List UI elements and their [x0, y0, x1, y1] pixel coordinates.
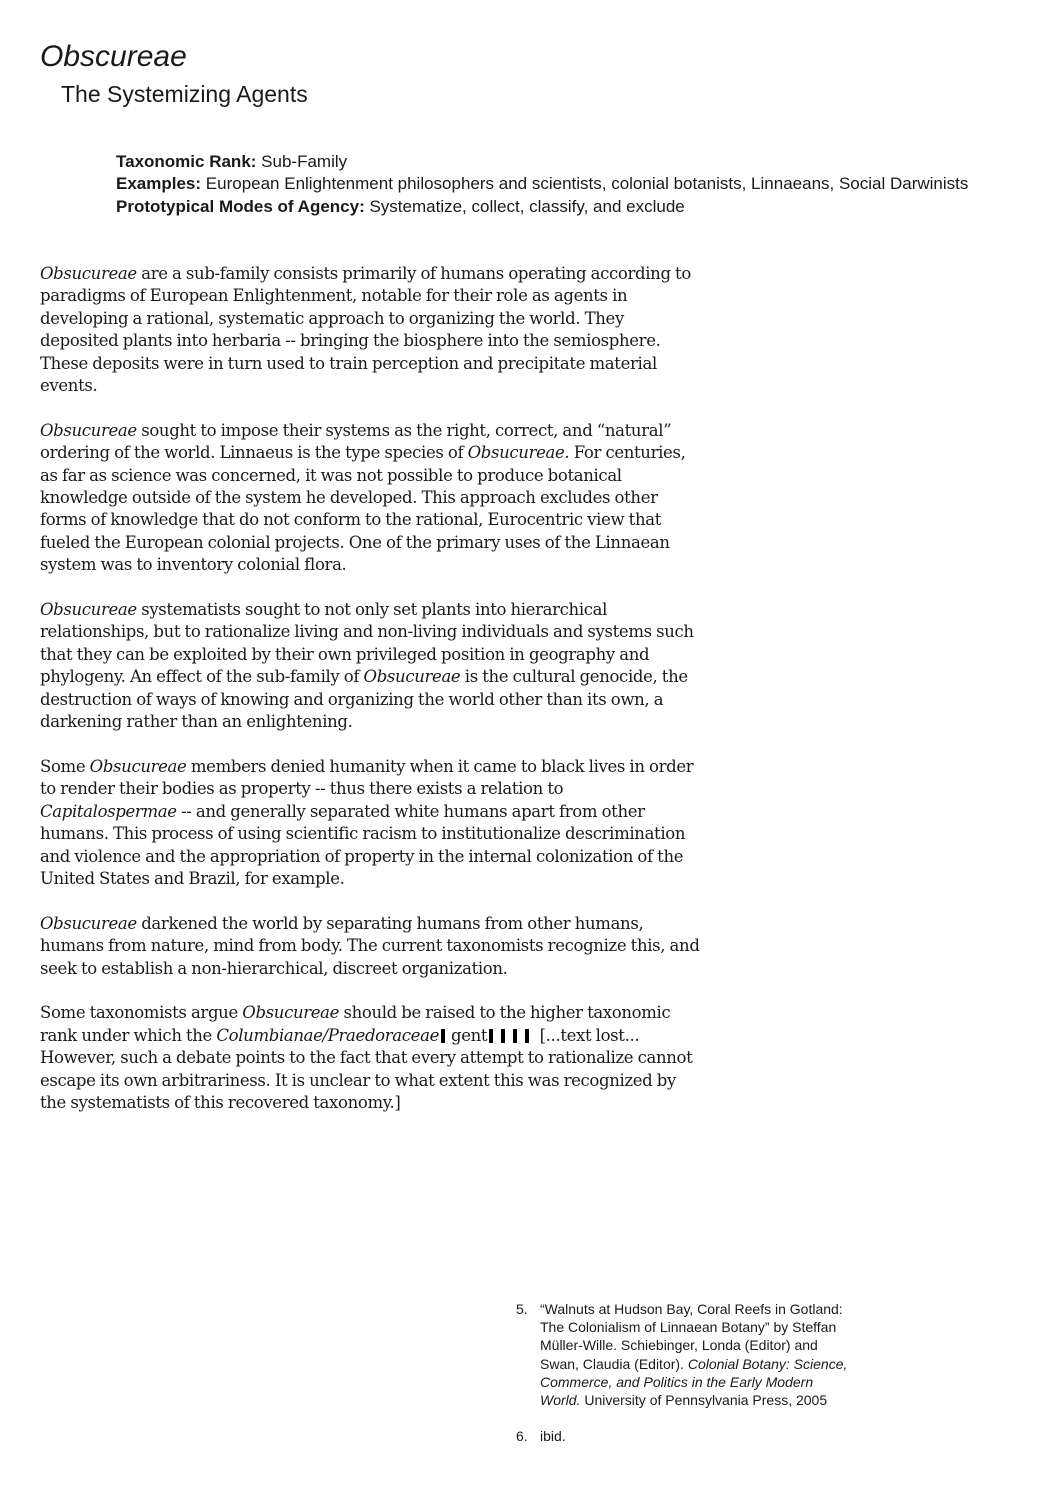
rank-label: Taxonomic Rank:	[116, 152, 257, 171]
paragraph-text: For centuries, as far as science was concerned, it was not possible to produce botanical knowledge outside of the system he developed. This approach excludes other forms of knowledge that do not conform to the rational, Eurocentric view that fueled the European colonial projects. One of the primary uses of the Linnaean system was to inventory colonial flora.	[40, 443, 686, 575]
footnote-5	[516, 1300, 856, 1409]
paragraph-text: [...text lost... However, such a debate points to the fact that every attempt to rationalize cannot escape its own arbitrariness. It is unclear to what extent this was recognized by the systematists of this recovered taxonomy.]	[40, 1025, 693, 1112]
taxon-term: Obsucureae	[242, 1003, 340, 1023]
paragraph-text: sought to impose their systems as the right, correct, and “natural” ordering of the world. Linnaeus is the type species of	[40, 420, 672, 463]
paragraph-5	[40, 913, 700, 980]
redaction-mark	[489, 1029, 493, 1043]
examples-value: European Enlightenment philosophers and scientists, colonial botanists, Linnaeans, Social Darwinists	[205, 174, 969, 194]
page-subtitle: The Systemizing Agents	[61, 81, 308, 107]
taxon-term: Obsucureae	[40, 600, 137, 620]
paragraph-text: members denied humanity when it came to black lives in order to render their bodies as property -- thus there exists a relation to	[40, 756, 694, 799]
modes-row	[116, 196, 976, 218]
footnotes	[516, 1300, 856, 1463]
footnote-6	[516, 1427, 856, 1445]
footnote-citation: “Walnuts at Hudson Bay, Coral Reefs in Gotland: The Colonialism of Linnaean Botany” by Steffan Müller-Wille. Schiebinger, Londa (Editor) and Swan, Claudia (Editor).	[540, 1301, 843, 1372]
paragraph-text: gent	[450, 1025, 488, 1045]
paragraph-3	[40, 599, 700, 733]
paragraph-text: systematists sought to not only set plants into hierarchical relationships, but to rationalize living and non-living individuals and systems such that they can be exploited by their own privileged position in geography and phylogeny. An effect of the sub-family of	[40, 600, 694, 687]
paragraph-text: are a sub-family consists primarily of humans operating according to paradigms of European Enlightenment, notable for their role as agents in developing a rational, systematic approach to organizing the world. They deposited plants into herbaria -- bringing the biosphere into the semiosphere. These deposits were in turn used to train perception and precipitate material events.	[40, 264, 691, 396]
paragraph-1	[40, 263, 700, 397]
taxon-term: Capitalospermae	[40, 801, 177, 821]
redaction-mark	[513, 1029, 517, 1043]
paragraph-text: is the cultural genocide, the destruction of ways of knowing and organizing the world other than its own, a darkening rather than an enlightening.	[40, 667, 688, 732]
modes-value: Systematize, collect, classify, and exclude	[369, 196, 685, 216]
redaction-mark	[441, 1029, 445, 1043]
footnote-text: ibid.	[540, 1428, 566, 1445]
paragraph-2	[40, 420, 700, 577]
body-text	[40, 263, 700, 1137]
paragraph-text: Some	[40, 756, 86, 776]
redaction-mark	[525, 1029, 529, 1043]
rank-value: Sub-Family	[261, 152, 348, 171]
taxon-term: Obsucureae	[89, 756, 187, 776]
modes-label: Prototypical Modes of Agency:	[116, 196, 365, 216]
paragraph-6	[40, 1002, 700, 1114]
page-title: Obscureae	[40, 40, 187, 73]
paragraph-text: Some taxonomists argue	[40, 1003, 238, 1023]
taxonomy-metadata	[116, 151, 976, 218]
footnote-number: 5.	[516, 1301, 528, 1317]
taxon-term: Obsucureae	[363, 667, 461, 687]
paragraph-4	[40, 756, 700, 890]
redaction-mark	[501, 1029, 505, 1043]
footnote-number: 6.	[516, 1428, 528, 1445]
taxon-term: Columbianae/Praedoraceae	[216, 1025, 439, 1045]
taxon-term: Obsucureae	[40, 264, 137, 283]
taxon-term: Obsucureae	[40, 420, 137, 440]
paragraph-text: darkened the world by separating humans from other humans, humans from nature, mind from body. The current taxonomists recognize this, and seek to establish a non-hierarchical, discreet organization.	[40, 913, 700, 978]
taxon-term: Obsucureae.	[467, 443, 570, 463]
taxon-term: Obsucureae	[40, 913, 137, 933]
paragraph-text: should be raised to the higher taxonomic rank under which the	[40, 1003, 671, 1045]
paragraph-text: -- and generally separated white humans apart from other humans. This process of using scientific racism to institutionalize descrimination and violence and the appropriation of property in the internal colonization of the United States and Brazil, for example.	[40, 801, 686, 888]
examples-row	[116, 173, 976, 195]
footnote-text	[540, 1300, 856, 1409]
footnote-book-title: Colonial Botany: Science, Commerce, and Politics in the Early Modern World.	[540, 1355, 848, 1409]
rank-row	[116, 151, 976, 173]
examples-label: Examples:	[116, 174, 202, 194]
footnote-publisher: University of Pennsylvania Press, 2005	[584, 1392, 828, 1409]
